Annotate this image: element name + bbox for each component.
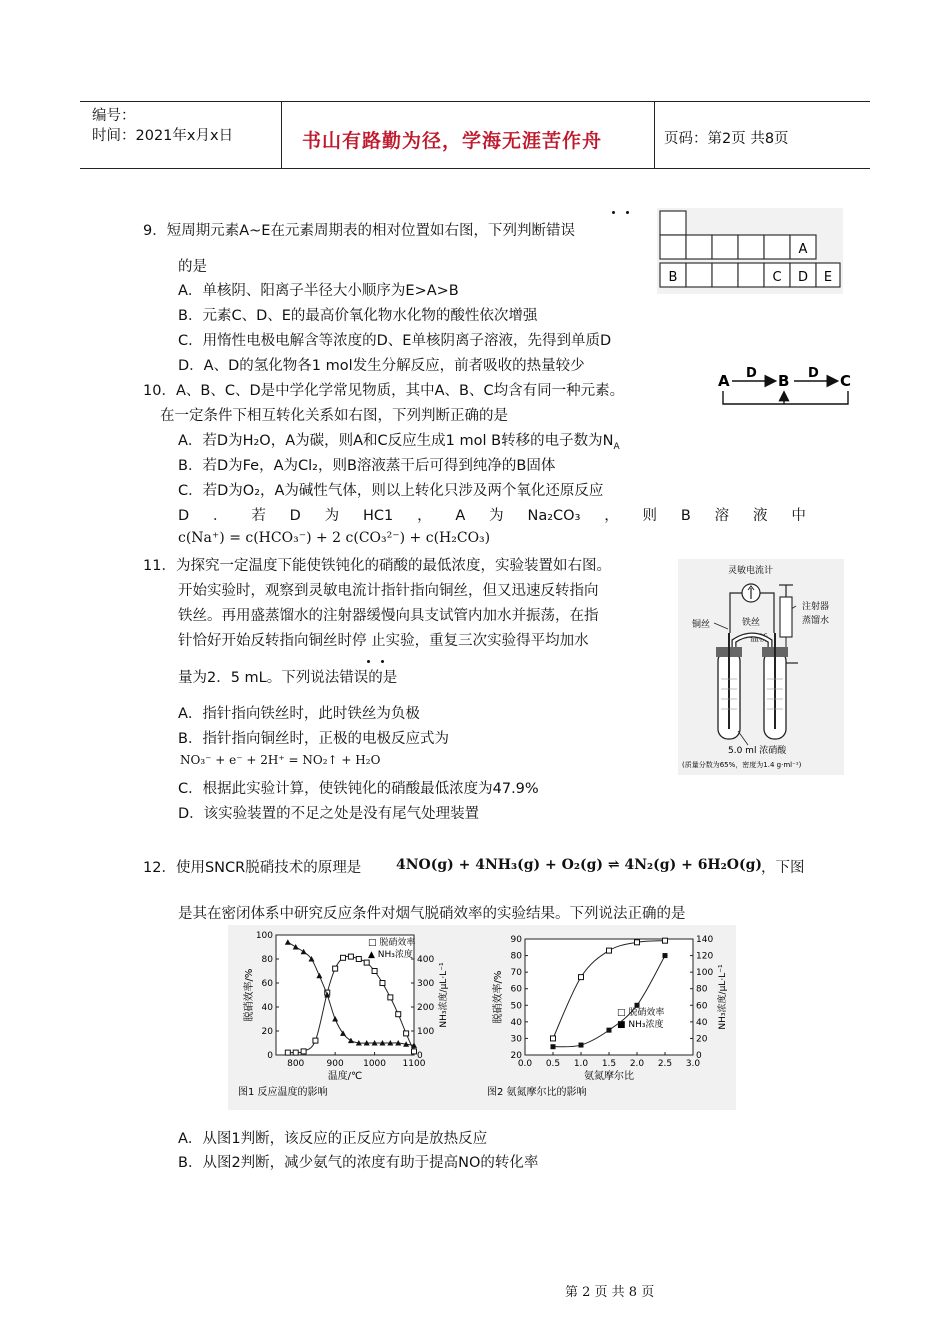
header-motto: 书山有路勤为径，学海无涯苦作舟: [302, 130, 603, 152]
q10-d-part: 溶: [714, 508, 730, 524]
x-tick-label: 1.0: [573, 1059, 589, 1069]
q11-option-d: D．该实验装置的不足之处是没有尾气处理装置: [178, 806, 480, 822]
data-point: [607, 948, 612, 953]
data-point: [313, 1038, 318, 1043]
x-tick-label: 1000: [363, 1059, 387, 1069]
y2-axis-label: NH₃浓度/μL·L⁻¹: [718, 964, 728, 1030]
data-point: [607, 1028, 612, 1033]
q10-d-part: 中: [791, 508, 806, 524]
diagram-label-d2: D: [808, 366, 819, 381]
y2-tick-label: 20: [696, 1034, 708, 1045]
chart-caption: 图2 氨氮摩尔比的影响: [487, 1087, 587, 1098]
header-divider-left: [281, 101, 282, 168]
syringe-label: 注射器: [802, 602, 830, 612]
q10-d-part: 为: [324, 508, 340, 524]
header-bottom-rule: [80, 168, 870, 169]
q10-d-part: D: [178, 508, 190, 524]
y2-tick-label: 0: [696, 1051, 702, 1061]
emphasis-dot: [367, 660, 370, 663]
q10-d-part: 为: [489, 508, 504, 524]
q10-d-part: A: [455, 508, 466, 524]
data-point: [551, 1044, 556, 1049]
q12-option-b: B．从图2判断，减少氨气的浓度有助于提高NO的转化率: [178, 1155, 539, 1171]
data-point: [579, 1043, 584, 1048]
q12-option-a: A．从图1判断，该反应的正反应方向是放热反应: [178, 1131, 488, 1147]
q11-b-equation: NO₃⁻ + e⁻ + 2H⁺ = NO₂↑ + H₂O: [180, 753, 381, 767]
legend-entry: ▲ NH₃浓度: [368, 950, 413, 960]
data-point: [388, 995, 393, 1000]
x-tick-label: 800: [287, 1059, 305, 1069]
emphasis-dot: [381, 660, 384, 663]
x-axis-label: 氨氮摩尔比: [584, 1071, 634, 1082]
apparatus-figure: [678, 559, 844, 775]
header-page-label: 页码：第2页 共8页: [664, 131, 789, 147]
table-cell-d: D: [797, 270, 809, 285]
q11-line-2: 开始实验时，观察到灵敏电流计指针指向铜丝，但又迅速反转指向: [178, 583, 599, 599]
y2-tick-label: 400: [417, 955, 435, 965]
header-top-rule: [80, 101, 870, 102]
y-tick-label: 20: [510, 1051, 522, 1061]
table-cell-e: E: [823, 270, 833, 285]
y-axis-label: 脱硝效率/%: [493, 970, 504, 1024]
data-point: [396, 1012, 401, 1017]
q12-stem: 12．使用SNCR脱硝技术的原理是: [143, 860, 362, 876]
water-label: 蒸馏水: [802, 616, 830, 626]
y2-tick-label: 200: [417, 1003, 435, 1013]
y2-tick-label: 40: [696, 1017, 708, 1028]
data-point: [285, 1050, 290, 1055]
header-time-label: 时间：2021年x月x日: [92, 128, 234, 144]
q10-d-part: 则: [642, 508, 658, 524]
data-point: [635, 1003, 640, 1008]
acid-label: 5.0 ml 浓硝酸: [728, 746, 787, 756]
diagram-node-b: B: [778, 372, 790, 390]
x-tick-label: 3.0: [685, 1059, 701, 1069]
meter-label: 灵敏电流计: [728, 566, 774, 576]
data-point: [380, 981, 385, 986]
q10-d-part: ，: [417, 508, 432, 524]
acid-note: (质量分数为65%，密度为1.4 g·ml⁻¹): [682, 761, 802, 769]
q9-option-c: C．用惰性电极电解含等浓度的D、E单核阴离子溶液，先得到单质D: [178, 333, 612, 349]
y-tick-label: 40: [510, 1017, 522, 1028]
y-tick-label: 100: [255, 931, 273, 941]
y2-tick-label: 100: [417, 1027, 435, 1037]
q10-stem: 10．A、B、C、D是中学化学常见物质，其中A、B、C均含有同一种元素。: [143, 383, 625, 399]
data-point: [663, 938, 668, 943]
diagram-label-d1: D: [746, 366, 757, 381]
legend-entry: □ 脱硝效率: [617, 1008, 665, 1018]
q9-option-a: A．单核阴、阳离子半径大小顺序为E>A>B: [178, 283, 459, 299]
q11-line-4: 针恰好开始反转指向铜丝时停 止实验，重复三次实验得平均加水: [178, 633, 589, 649]
q10-d-part: 液: [752, 508, 768, 524]
x-axis-label: 温度/℃: [327, 1071, 363, 1082]
q9-stem-cont: 的是: [178, 259, 207, 275]
q11-line-3: 铁丝。再用盛蒸馏水的注射器缓慢向具支试管内加水并振荡，在指: [178, 608, 599, 624]
y-tick-label: 30: [510, 1034, 522, 1045]
legend-entry: ■ NH₃浓度: [617, 1020, 664, 1030]
y2-tick-label: 100: [696, 968, 714, 979]
q11-option-c: C．根据此实验计算，使铁钝化的硝酸最低浓度为47.9%: [178, 781, 539, 797]
bridge-label: 盐桥: [750, 634, 769, 644]
y-tick-label: 0: [267, 1051, 273, 1061]
diagram-node-a: A: [718, 372, 730, 390]
y-tick-label: 80: [510, 951, 522, 962]
data-point: [348, 954, 353, 959]
table-cell-b: B: [668, 270, 678, 285]
q9-option-b: B．元素C、D、E的最高价氧化物水化物的酸性依次增强: [178, 308, 538, 324]
q10-option-c: C．若D为O₂，A为碱性气体，则以上转化只涉及两个氧化还原反应: [178, 483, 604, 499]
q12-reaction-equation: 4NO(g) + 4NH₃(g) + O₂(g) ⇌ 4N₂(g) + 6H₂O(g): [396, 857, 763, 873]
fe-label: 铁丝: [742, 618, 761, 628]
q10-option-d: [178, 506, 806, 526]
chart-caption: 图1 反应温度的影响: [238, 1087, 328, 1098]
y2-tick-label: 60: [696, 1001, 708, 1012]
y2-tick-label: 300: [417, 979, 435, 989]
data-point: [412, 1049, 417, 1054]
y-tick-label: 50: [510, 1001, 522, 1012]
data-point: [372, 969, 377, 974]
x-tick-label: 0.0: [517, 1059, 533, 1069]
q10-d-part: 若: [251, 508, 266, 524]
table-cell-c: C: [772, 270, 782, 285]
y2-tick-label: 120: [696, 951, 714, 962]
y2-axis-label: NH₃浓度/μL·L⁻¹: [439, 962, 449, 1028]
header-divider-right: [654, 101, 655, 168]
q10-d-part: HC1: [362, 508, 394, 524]
y-tick-label: 20: [261, 1027, 273, 1037]
data-point: [551, 1036, 556, 1041]
y2-tick-label: 0: [417, 1051, 423, 1061]
data-point: [301, 1049, 306, 1054]
y-tick-label: 40: [261, 1003, 273, 1013]
q10-d-part: B: [680, 508, 691, 524]
y-tick-label: 60: [261, 979, 273, 989]
data-point: [663, 953, 668, 958]
q11-option-b: B．指针指向铜丝时，正极的电极反应式为: [178, 731, 449, 747]
q10-d-part: Na₂CO₃: [527, 508, 581, 524]
q11-option-a: A．指针指向铁丝时，此时铁丝为负极: [178, 706, 420, 722]
data-point: [333, 966, 338, 971]
y2-tick-label: 140: [696, 935, 714, 945]
q11-line-5: 量为2．5 mL。下列说法错误的是: [178, 670, 398, 686]
data-point: [356, 957, 361, 962]
header-number-label: 编号：: [92, 108, 136, 124]
y-tick-label: 70: [510, 968, 522, 979]
y-axis-label: 脱硝效率/%: [244, 968, 255, 1022]
q11-line-1: 11．为探究一定温度下能使铁钝化的硝酸的最低浓度，实验装置如右图。: [143, 558, 611, 574]
table-cell-a: A: [798, 242, 808, 257]
q10-d-part: ．: [213, 508, 228, 524]
y-tick-label: 60: [510, 984, 522, 995]
q12-stem-cont: 是其在密闭体系中研究反应条件对烟气脱硝效率的实验结果。下列说法正确的是: [178, 906, 686, 922]
data-point: [341, 955, 346, 960]
q12-stem-tail: ，下图: [761, 860, 805, 876]
q10-option-a: [178, 431, 620, 457]
q12-charts-figure: [228, 925, 736, 1110]
q9-option-d: D．A、D的氢化物各1 mol发生分解反应，前者吸收的热量较少: [178, 358, 585, 374]
legend-entry: □ 脱硝效率: [368, 938, 416, 948]
q10-option-b: B．若D为Fe，A为Cl₂，则B溶液蒸干后可得到纯净的B固体: [178, 458, 556, 474]
x-tick-label: 900: [326, 1059, 344, 1069]
y-tick-label: 90: [510, 935, 522, 945]
x-tick-label: 0.5: [545, 1059, 561, 1069]
q10-d-part: D: [289, 508, 301, 524]
x-tick-label: 2.5: [657, 1059, 673, 1069]
x-tick-label: 1100: [402, 1059, 426, 1069]
data-point: [579, 975, 584, 980]
q10-option-a-text: A．若D为H₂O，A为碳，则A和C反应生成1 mol B转移的电子数为N: [178, 433, 614, 449]
y2-tick-label: 80: [696, 984, 708, 995]
q10-option-a-sub: A: [613, 441, 620, 452]
cu-label: 铜丝: [692, 620, 711, 630]
emphasis-dot: [626, 211, 629, 214]
data-point: [364, 960, 369, 965]
periodic-table-figure: [655, 206, 845, 296]
x-tick-label: 2.0: [629, 1059, 645, 1069]
data-point: [635, 940, 640, 945]
y-tick-label: 80: [261, 955, 273, 965]
data-point: [293, 1050, 298, 1055]
footer-page-number: 第 2 页 共 8 页: [565, 1285, 655, 1300]
q10-d-part: ，: [604, 508, 619, 524]
x-tick-label: 1.5: [601, 1059, 617, 1069]
data-point: [404, 1031, 409, 1036]
q10-stem-cont: 在一定条件下相互转化关系如右图，下列判断正确的是: [160, 408, 508, 424]
diagram-node-c: C: [840, 372, 852, 390]
q10-d-equation: c(Na⁺) = c(HCO₃⁻) + 2 c(CO₃²⁻) + c(H₂CO₃): [178, 530, 491, 546]
emphasis-dot: [612, 211, 615, 214]
q9-stem: 9．短周期元素A~E在元素周期表的相对位置如右图，下列判断错误: [143, 223, 575, 239]
conversion-diagram: [710, 364, 860, 412]
